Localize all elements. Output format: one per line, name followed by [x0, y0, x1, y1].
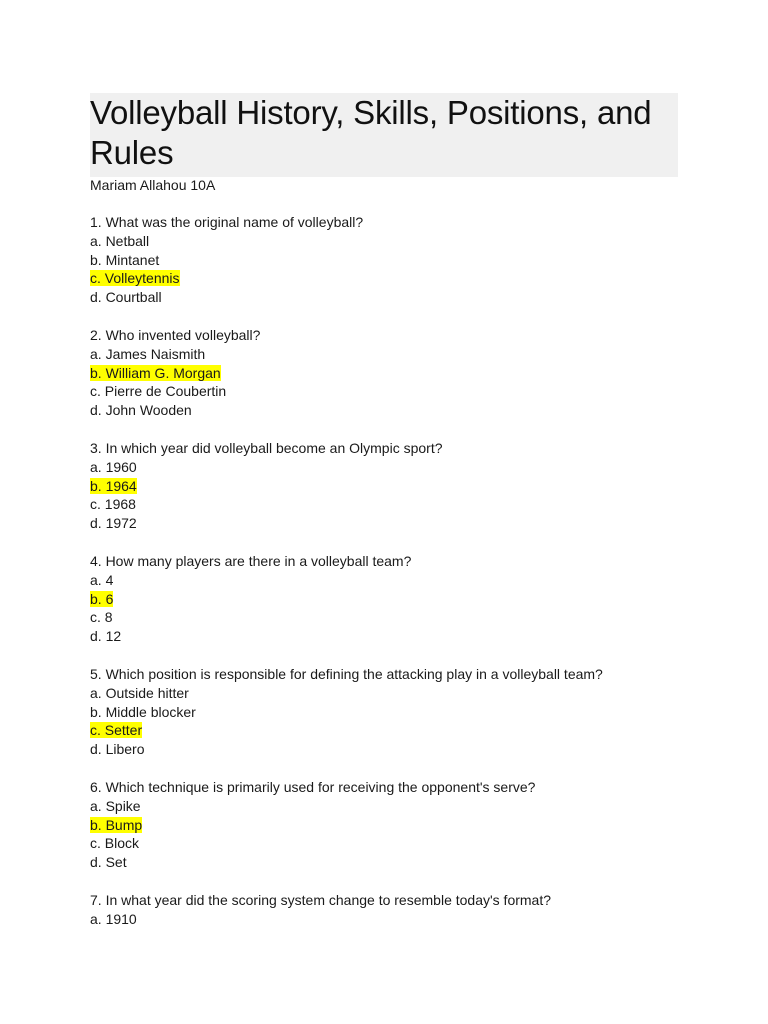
- answer-text: c. 1968: [90, 496, 136, 513]
- question-text: 3. In which year did volleyball become an Olympic sport?: [90, 439, 443, 456]
- highlighted-answer: b. 6: [90, 590, 114, 607]
- answer-text: a. Netball: [90, 232, 150, 249]
- answer-option: [90, 382, 678, 401]
- question-block: [90, 665, 678, 759]
- answer-option: [90, 514, 678, 533]
- answer-text: a. James Naismith: [90, 345, 206, 362]
- answer-option: [90, 269, 678, 288]
- answer-option: [90, 251, 678, 270]
- answer-text: d. Libero: [90, 741, 145, 758]
- answer-option: [90, 458, 678, 477]
- question-text: 7. In what year did the scoring system change to resemble today's format?: [90, 891, 552, 908]
- answer-option: [90, 816, 678, 835]
- answer-option: [90, 364, 678, 383]
- answer-text: d. John Wooden: [90, 402, 192, 419]
- answer-text: c. Block: [90, 835, 140, 852]
- highlighted-answer: b. William G. Morgan: [90, 364, 221, 381]
- answer-text: a. 4: [90, 571, 114, 588]
- answer-option: [90, 288, 678, 307]
- answer-option: [90, 590, 678, 609]
- answer-text: d. 12: [90, 628, 122, 645]
- question-block: [90, 778, 678, 872]
- question-text: 4. How many players are there in a volleyball team?: [90, 552, 412, 569]
- highlighted-answer: c. Setter: [90, 722, 143, 739]
- answer-option: [90, 495, 678, 514]
- question-text: 2. Who invented volleyball?: [90, 326, 261, 343]
- document-title: Volleyball History, Skills, Positions, and Rules: [90, 94, 652, 171]
- answer-option: [90, 740, 678, 759]
- answer-text: c. Pierre de Coubertin: [90, 383, 227, 400]
- answer-option: [90, 345, 678, 364]
- answer-option: [90, 703, 678, 722]
- answer-option: [90, 401, 678, 420]
- answer-option: [90, 834, 678, 853]
- question-text: 1. What was the original name of volleyball?: [90, 214, 364, 230]
- question-block: [90, 891, 678, 929]
- answer-text: c. 8: [90, 609, 113, 626]
- answer-option: [90, 477, 678, 496]
- document-page: [90, 93, 678, 929]
- answer-option: [90, 797, 678, 816]
- answer-text: a. Outside hitter: [90, 684, 189, 701]
- highlighted-answer: b. 1964: [90, 477, 137, 494]
- answer-option: [90, 721, 678, 740]
- highlighted-answer: b. Bump: [90, 816, 143, 833]
- answer-text: b. Mintanet: [90, 251, 160, 268]
- question-text: 6. Which technique is primarily used for receiving the opponent's serve?: [90, 778, 536, 795]
- question-block: [90, 439, 678, 533]
- answer-option: [90, 571, 678, 590]
- answer-text: d. 1972: [90, 515, 137, 532]
- answer-option: [90, 232, 678, 251]
- answer-text: d. Courtball: [90, 289, 162, 306]
- author-line: Mariam Allahou 10A: [90, 177, 216, 193]
- answer-text: d. Set: [90, 854, 127, 871]
- question-text: 5. Which position is responsible for defining the attacking play in a volleyball team?: [90, 665, 603, 682]
- question-block: [90, 326, 678, 420]
- answer-option: [90, 853, 678, 872]
- highlighted-answer: c. Volleytennis: [90, 270, 180, 287]
- title-block: [90, 93, 678, 177]
- answer-text: b. Middle blocker: [90, 703, 196, 720]
- answer-text: a. 1910: [90, 910, 137, 927]
- question-list: [90, 213, 678, 929]
- answer-option: [90, 684, 678, 703]
- answer-text: a. Spike: [90, 797, 141, 814]
- answer-option: [90, 608, 678, 627]
- answer-option: [90, 627, 678, 646]
- question-block: [90, 552, 678, 646]
- question-block: [90, 213, 678, 307]
- answer-text: a. 1960: [90, 458, 137, 475]
- answer-option: [90, 910, 678, 929]
